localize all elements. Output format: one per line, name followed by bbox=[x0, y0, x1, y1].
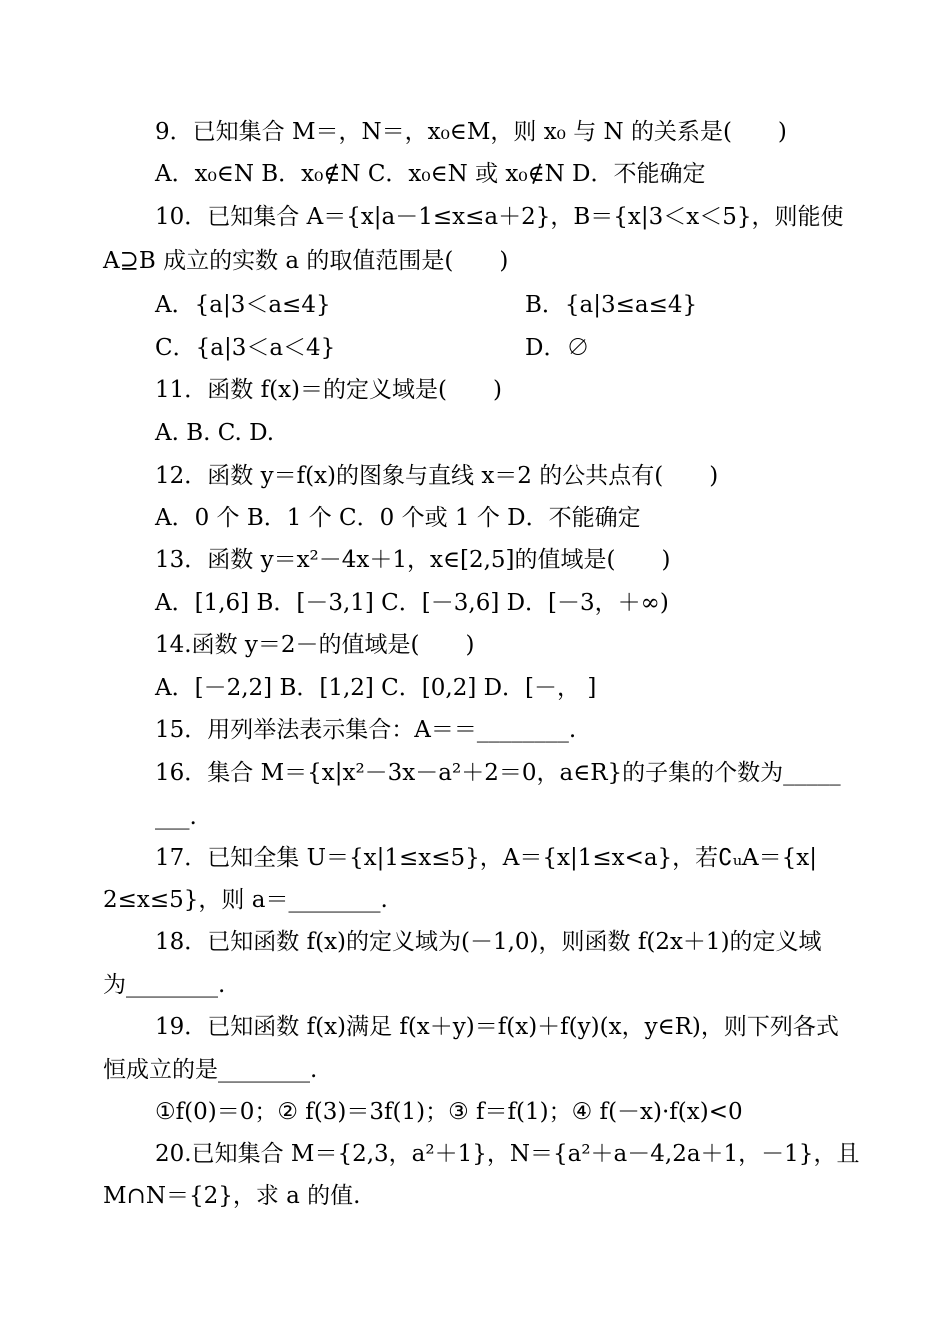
question-20-stem-line1: 20.已知集合 M＝{2,3，a²＋1}，N＝{a²＋a－4,2a＋1，－1}，且 bbox=[155, 1141, 860, 1167]
question-12-stem: 12．函数 y＝f(x)的图象与直线 x＝2 的公共点有( ) bbox=[155, 463, 719, 489]
question-11-options: A. B. C. D. bbox=[155, 420, 275, 446]
question-10-option-a: A．{a|3＜a≤4} bbox=[155, 292, 331, 318]
question-10-option-d: D．∅ bbox=[525, 335, 590, 361]
question-20-stem-line2: M∩N＝{2}，求 a 的值. bbox=[103, 1183, 361, 1209]
question-17-stem-line1: 17．已知全集 U＝{x|1≤x≤5}，A＝{x|1≤x<a}，若∁ᵤA＝{x| bbox=[155, 845, 817, 871]
question-10-stem-line1: 10．已知集合 A＝{x|a－1≤x≤a＋2}，B＝{x|3＜x＜5}，则能使 bbox=[155, 204, 844, 230]
question-10-option-b: B．{a|3≤a≤4} bbox=[525, 292, 698, 318]
question-9-stem: 9．已知集合 M＝，N＝，x₀∈M，则 x₀ 与 N 的关系是( ) bbox=[155, 119, 787, 145]
question-19-stem-line1: 19．已知函数 f(x)满足 f(x＋y)＝f(x)＋f(y)(x，y∈R)，则下列各式 bbox=[155, 1014, 839, 1040]
question-18-stem-line2: 为________. bbox=[103, 972, 226, 998]
question-16-stem-line2: ___. bbox=[155, 804, 197, 830]
question-14-stem: 14.函数 y＝2－的值域是( ) bbox=[155, 632, 475, 658]
question-10-option-c: C．{a|3＜a＜4} bbox=[155, 335, 336, 361]
question-19-items: ①f(0)＝0；② f(3)＝3f(1)；③ f＝f(1)；④ f(－x)·f(x)<0 bbox=[155, 1099, 743, 1125]
question-13-options: A．[1,6] B．[－3,1] C．[－3,6] D．[－3，＋∞) bbox=[155, 590, 669, 616]
question-18-stem-line1: 18．已知函数 f(x)的定义域为(－1,0)，则函数 f(2x＋1)的定义域 bbox=[155, 929, 822, 955]
question-16-stem-line1: 16．集合 M＝{x|x²－3x－a²＋2＝0，a∈R}的子集的个数为_____ bbox=[155, 760, 841, 786]
question-10-stem-line2: A⊇B 成立的实数 a 的取值范围是( ) bbox=[103, 248, 509, 274]
question-9-options: A．x₀∈N B．x₀∉N C．x₀∈N 或 x₀∉N D．不能确定 bbox=[155, 161, 706, 187]
question-17-stem-line2: 2≤x≤5}，则 a＝________. bbox=[103, 887, 388, 913]
question-19-stem-line2: 恒成立的是________. bbox=[103, 1057, 318, 1083]
question-13-stem: 13．函数 y＝x²－4x＋1，x∈[2,5]的值域是( ) bbox=[155, 547, 671, 573]
question-11-stem: 11．函数 f(x)＝的定义域是( ) bbox=[155, 377, 502, 403]
question-15-stem: 15．用列举法表示集合：A＝＝________. bbox=[155, 717, 577, 743]
question-12-options: A．0 个 B．1 个 C．0 个或 1 个 D．不能确定 bbox=[155, 505, 641, 531]
question-14-options: A．[－2,2] B．[1,2] C．[0,2] D．[－， ] bbox=[155, 675, 597, 701]
